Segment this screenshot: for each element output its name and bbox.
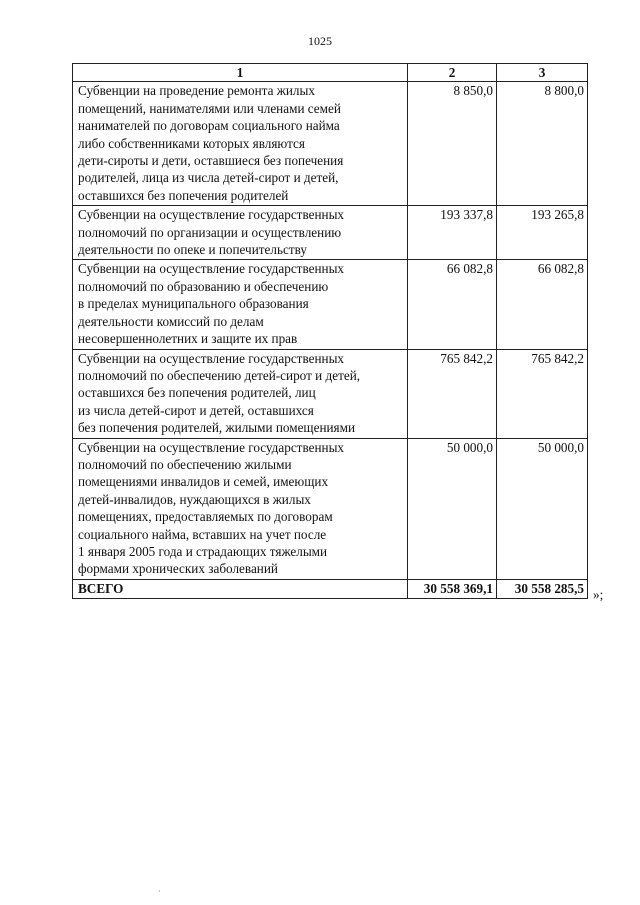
row-value-col2: 765 842,2 [408, 349, 497, 438]
row-value-col3: 765 842,2 [497, 349, 588, 438]
table-header-row [73, 64, 588, 82]
closing-quote-mark: »; [593, 587, 604, 602]
footer-mark: · [158, 887, 161, 896]
row-description: Субвенции на осуществление государственных полномочий по обеспечению жилыми помещениями инвалидов и семей, имеющих детей-инвалидов, нуждающихся в жилых помещениях, предоставляемых по договорам социального найма, вставших на учет после 1 января 2005 года и страдающих тяжелыми формами хронических заболеваний [73, 438, 408, 579]
table-row [73, 438, 588, 579]
row-value-col3: 66 082,8 [497, 260, 588, 349]
row-description: Субвенции на осуществление государственных полномочий по обеспечению детей-сирот и детей, оставшихся без попечения родителей, лиц из числа детей-сирот и детей, оставшихся без попечения родителей, жилыми помещениями [73, 349, 408, 438]
table-row [73, 82, 588, 206]
row-value-col2: 66 082,8 [408, 260, 497, 349]
row-value-col2: 50 000,0 [408, 438, 497, 579]
table-row [73, 260, 588, 349]
table-row [73, 349, 588, 438]
row-value-col3: 8 800,0 [497, 82, 588, 206]
row-description: Субвенции на осуществление государственных полномочий по образованию и обеспечению в пределах муниципального образования деятельности комиссий по делам несовершеннолетних и защите их прав [73, 260, 408, 349]
row-value-col3: 50 000,0 [497, 438, 588, 579]
subvention-table [72, 63, 588, 599]
row-description: Субвенции на проведение ремонта жилых помещений, нанимателями или членами семей нанимателей по договорам социального найма либо собственниками которых являются дети-сироты и дети, оставшиеся без попечения родителей, лица из числа детей-сирот и детей, оставшихся без попечения родителей [73, 82, 408, 206]
column-header-1: 1 [73, 64, 408, 82]
table-row [73, 206, 588, 260]
page-number: 1025 [308, 34, 332, 48]
row-value-col3: 193 265,8 [497, 206, 588, 260]
total-value-col2: 30 558 369,1 [408, 579, 497, 598]
row-value-col2: 8 850,0 [408, 82, 497, 206]
column-header-3: 3 [497, 64, 588, 82]
total-value-col3: 30 558 285,5 [497, 579, 588, 598]
row-description: Субвенции на осуществление государственных полномочий по организации и осуществлению деятельности по опеке и попечительству [73, 206, 408, 260]
column-header-2: 2 [408, 64, 497, 82]
row-value-col2: 193 337,8 [408, 206, 497, 260]
total-row [73, 579, 588, 598]
total-label: ВСЕГО [73, 579, 408, 598]
